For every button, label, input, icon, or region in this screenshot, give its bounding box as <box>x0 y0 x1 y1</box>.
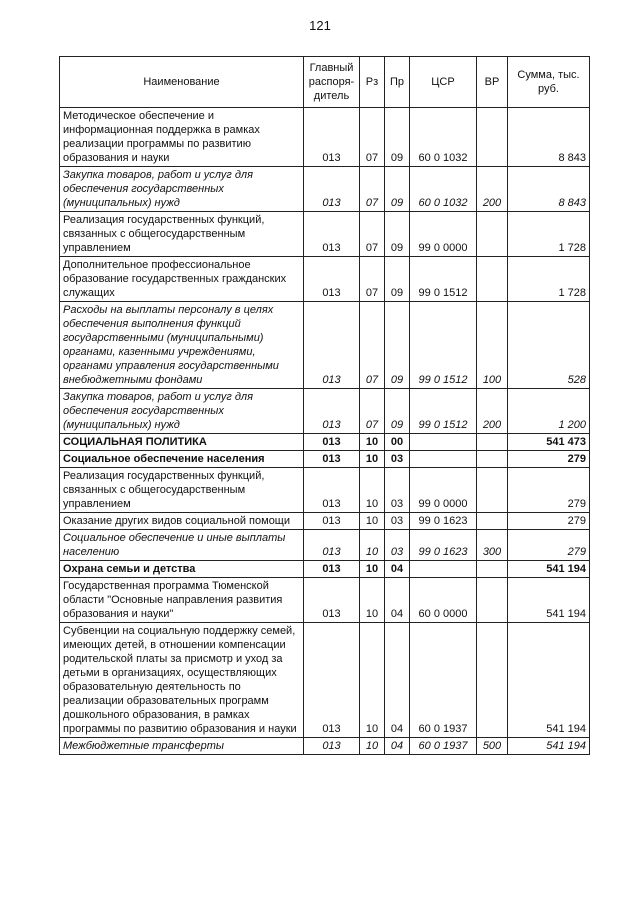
cell-pr: 03 <box>385 530 410 561</box>
cell-rz: 10 <box>360 530 385 561</box>
cell-admin: 013 <box>304 302 360 389</box>
cell-vr <box>477 108 508 167</box>
cell-sum: 279 <box>508 451 590 468</box>
cell-pr: 03 <box>385 513 410 530</box>
cell-name: Методическое обеспечение и информационная поддержка в рамках реализации программы по развитию образования и науки <box>60 108 304 167</box>
cell-sum: 279 <box>508 530 590 561</box>
budget-table <box>59 56 590 755</box>
page-number: 121 <box>309 18 331 33</box>
cell-name: СОЦИАЛЬНАЯ ПОЛИТИКА <box>60 434 304 451</box>
cell-admin: 013 <box>304 738 360 755</box>
table-row <box>60 108 590 167</box>
cell-pr: 04 <box>385 561 410 578</box>
cell-csr: 99 0 1623 <box>410 513 477 530</box>
cell-csr: 60 0 1937 <box>410 623 477 738</box>
cell-pr: 04 <box>385 623 410 738</box>
cell-vr <box>477 257 508 302</box>
cell-name: Охрана семьи и детства <box>60 561 304 578</box>
cell-rz: 10 <box>360 578 385 623</box>
cell-pr: 09 <box>385 257 410 302</box>
cell-admin: 013 <box>304 212 360 257</box>
cell-sum: 541 473 <box>508 434 590 451</box>
cell-vr <box>477 434 508 451</box>
cell-sum: 541 194 <box>508 623 590 738</box>
cell-csr <box>410 561 477 578</box>
table-row <box>60 738 590 755</box>
cell-admin: 013 <box>304 513 360 530</box>
cell-pr: 09 <box>385 302 410 389</box>
cell-rz: 07 <box>360 257 385 302</box>
cell-name: Оказание других видов социальной помощи <box>60 513 304 530</box>
cell-rz: 07 <box>360 389 385 434</box>
cell-csr: 99 0 0000 <box>410 468 477 513</box>
cell-rz: 07 <box>360 108 385 167</box>
cell-sum: 279 <box>508 468 590 513</box>
cell-sum: 1 200 <box>508 389 590 434</box>
cell-admin: 013 <box>304 167 360 212</box>
table-row <box>60 257 590 302</box>
cell-rz: 10 <box>360 513 385 530</box>
table-row <box>60 167 590 212</box>
header-vr: ВР <box>477 57 508 108</box>
cell-sum: 1 728 <box>508 212 590 257</box>
cell-rz: 07 <box>360 212 385 257</box>
table-row <box>60 561 590 578</box>
cell-pr: 00 <box>385 434 410 451</box>
table-row <box>60 434 590 451</box>
header-rz: Рз <box>360 57 385 108</box>
cell-sum: 279 <box>508 513 590 530</box>
cell-csr: 60 0 1937 <box>410 738 477 755</box>
cell-pr: 04 <box>385 738 410 755</box>
cell-vr: 200 <box>477 167 508 212</box>
cell-rz: 10 <box>360 468 385 513</box>
table-row <box>60 389 590 434</box>
cell-rz: 10 <box>360 738 385 755</box>
cell-name: Государственная программа Тюменской области "Основные направления развития образования и науки" <box>60 578 304 623</box>
cell-name: Закупка товаров, работ и услуг для обеспечения государственных (муниципальных) нужд <box>60 167 304 212</box>
cell-admin: 013 <box>304 530 360 561</box>
cell-vr: 500 <box>477 738 508 755</box>
header-sum: Сумма, тыс. руб. <box>508 57 590 108</box>
cell-rz: 10 <box>360 434 385 451</box>
cell-csr: 99 0 1512 <box>410 302 477 389</box>
cell-name: Реализация государственных функций, связанных с общегосударственным управлением <box>60 212 304 257</box>
cell-name: Реализация государственных функций, связанных с общегосударственным управлением <box>60 468 304 513</box>
cell-csr: 60 0 0000 <box>410 578 477 623</box>
cell-pr: 03 <box>385 451 410 468</box>
cell-admin: 013 <box>304 389 360 434</box>
table-row <box>60 302 590 389</box>
header-name: Наименование <box>60 57 304 108</box>
cell-pr: 03 <box>385 468 410 513</box>
cell-rz: 07 <box>360 167 385 212</box>
cell-vr: 100 <box>477 302 508 389</box>
cell-rz: 10 <box>360 623 385 738</box>
cell-csr: 60 0 1032 <box>410 167 477 212</box>
cell-rz: 07 <box>360 302 385 389</box>
cell-vr: 300 <box>477 530 508 561</box>
cell-admin: 013 <box>304 434 360 451</box>
cell-csr: 99 0 1512 <box>410 257 477 302</box>
cell-name: Социальное обеспечение и иные выплаты населению <box>60 530 304 561</box>
cell-rz: 10 <box>360 561 385 578</box>
cell-csr <box>410 451 477 468</box>
table-row <box>60 212 590 257</box>
cell-admin: 013 <box>304 623 360 738</box>
cell-vr <box>477 623 508 738</box>
cell-admin: 013 <box>304 561 360 578</box>
cell-vr <box>477 578 508 623</box>
cell-admin: 013 <box>304 578 360 623</box>
cell-name: Межбюджетные трансферты <box>60 738 304 755</box>
cell-name: Субвенции на социальную поддержку семей, имеющих детей, в отношении компенсации родительской платы за присмотр и уход за детьми в организациях, осуществляющих образовательную деятельность по реализации образовательных программ дошкольного образования, в рамках программы по развитию образования и науки <box>60 623 304 738</box>
cell-name: Дополнительное профессиональное образование государственных гражданских служащих <box>60 257 304 302</box>
cell-vr <box>477 561 508 578</box>
cell-csr: 99 0 0000 <box>410 212 477 257</box>
cell-csr: 99 0 1512 <box>410 389 477 434</box>
cell-vr <box>477 212 508 257</box>
cell-sum: 541 194 <box>508 738 590 755</box>
cell-sum: 541 194 <box>508 561 590 578</box>
cell-vr <box>477 513 508 530</box>
cell-vr <box>477 451 508 468</box>
header-pr: Пр <box>385 57 410 108</box>
cell-csr: 99 0 1623 <box>410 530 477 561</box>
cell-rz: 10 <box>360 451 385 468</box>
cell-sum: 1 728 <box>508 257 590 302</box>
cell-name: Расходы на выплаты персоналу в целях обеспечения выполнения функций государственными (муниципальными) органами, казенными учреждениями, органами управления государственными внебюджетными фондами <box>60 302 304 389</box>
cell-pr: 09 <box>385 108 410 167</box>
cell-pr: 09 <box>385 167 410 212</box>
header-csr: ЦСР <box>410 57 477 108</box>
header-row <box>60 57 590 108</box>
cell-sum: 8 843 <box>508 167 590 212</box>
cell-admin: 013 <box>304 451 360 468</box>
table-row <box>60 451 590 468</box>
cell-sum: 8 843 <box>508 108 590 167</box>
table-row <box>60 468 590 513</box>
table-row <box>60 513 590 530</box>
cell-admin: 013 <box>304 257 360 302</box>
cell-admin: 013 <box>304 108 360 167</box>
cell-sum: 528 <box>508 302 590 389</box>
cell-pr: 09 <box>385 212 410 257</box>
header-admin: Главный распоря-дитель <box>304 57 360 108</box>
cell-vr: 200 <box>477 389 508 434</box>
cell-pr: 09 <box>385 389 410 434</box>
table-row <box>60 623 590 738</box>
cell-csr: 60 0 1032 <box>410 108 477 167</box>
table-row <box>60 578 590 623</box>
cell-name: Социальное обеспечение населения <box>60 451 304 468</box>
cell-admin: 013 <box>304 468 360 513</box>
table-row <box>60 530 590 561</box>
cell-csr <box>410 434 477 451</box>
cell-vr <box>477 468 508 513</box>
cell-sum: 541 194 <box>508 578 590 623</box>
cell-pr: 04 <box>385 578 410 623</box>
cell-name: Закупка товаров, работ и услуг для обеспечения государственных (муниципальных) нужд <box>60 389 304 434</box>
